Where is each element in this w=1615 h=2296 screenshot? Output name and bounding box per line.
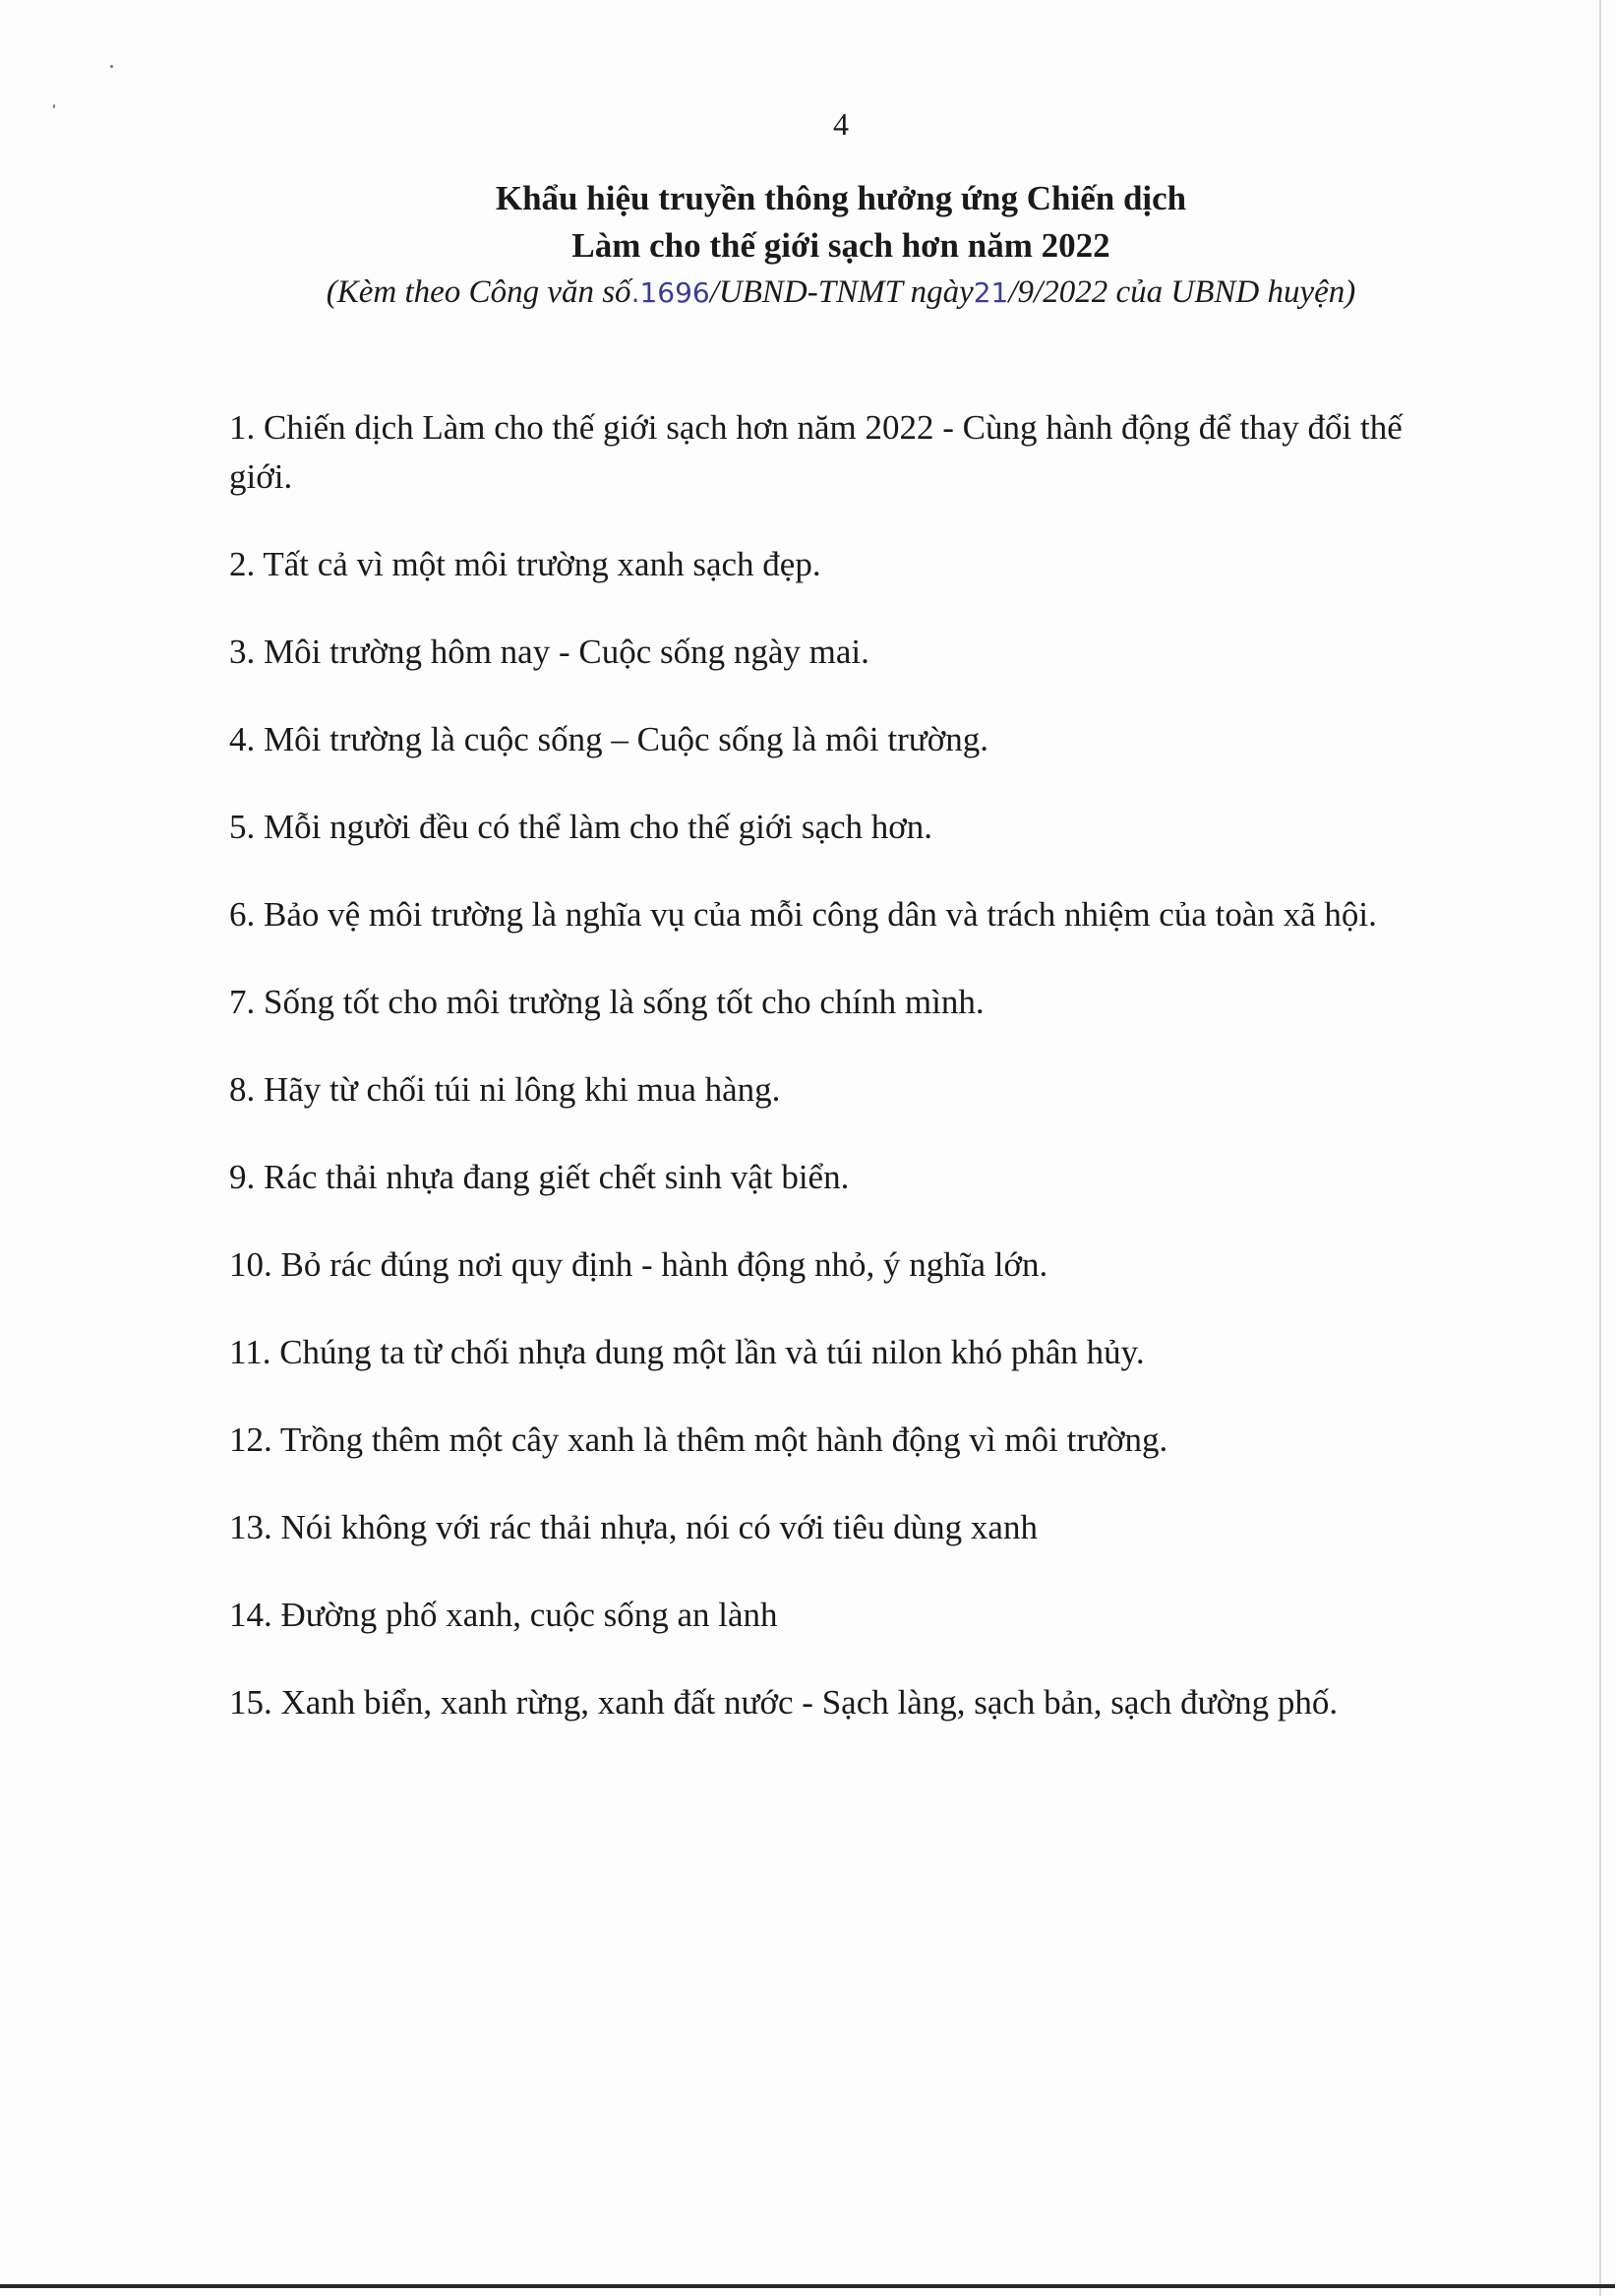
slogan-item: 4. Môi trường là cuộc sống – Cuộc sống là môi trường. bbox=[229, 720, 988, 758]
scan-edge-bottom bbox=[0, 2284, 1615, 2288]
slogan-item: 3. Môi trường hôm nay - Cuộc sống ngày mai. bbox=[229, 633, 869, 671]
document-heading bbox=[0, 175, 1615, 316]
handwritten-day: 21 bbox=[973, 276, 1009, 309]
slogan-item: 8. Hãy từ chối túi ni lông khi mua hàng. bbox=[229, 1070, 781, 1109]
document-reference bbox=[0, 270, 1615, 316]
slogan-item: 10. Bỏ rác đúng nơi quy định - hành động nhỏ, ý nghĩa lớn. bbox=[229, 1245, 1048, 1284]
slogan-item: 14. Đường phố xanh, cuộc sống an lành bbox=[229, 1596, 778, 1634]
slogan-list bbox=[229, 403, 1468, 1766]
slogan-item: 5. Mỗi người đều có thể làm cho thế giới sạch hơn. bbox=[229, 808, 933, 846]
reference-suffix: /9/2022 của UBND huyện) bbox=[1008, 274, 1356, 310]
slogan-item: 6. Bảo vệ môi trường là nghĩa vụ của mỗi công dân và trách nhiệm của toàn xã hội. bbox=[229, 895, 1377, 934]
slogan-item: 15. Xanh biển, xanh rừng, xanh đất nước - Sạch làng, sạch bản, sạch đường phố. bbox=[229, 1683, 1339, 1722]
handwritten-document-number: .1696 bbox=[630, 276, 710, 309]
slogan-item: 13. Nói không với rác thải nhựa, nói có với tiêu dùng xanh bbox=[229, 1508, 1038, 1546]
slogan-item: 11. Chúng ta từ chối nhựa dung một lần và túi nilon khó phân hủy. bbox=[229, 1333, 1145, 1371]
heading-title-line-1: Khẩu hiệu truyền thông hưởng ứng Chiến dịch bbox=[495, 179, 1187, 217]
slogan-item: 9. Rác thải nhựa đang giết chết sinh vật biển. bbox=[229, 1158, 850, 1196]
reference-prefix: (Kèm theo Công văn số bbox=[326, 274, 631, 310]
slogan-item: 2. Tất cả vì một môi trường xanh sạch đẹp. bbox=[229, 545, 821, 583]
heading-title-line-2: Làm cho thế giới sạch hơn năm 2022 bbox=[571, 226, 1110, 265]
reference-middle: /UBND-TNMT ngày bbox=[709, 274, 974, 310]
scan-speck bbox=[110, 65, 113, 68]
slogan-item: 12. Trồng thêm một cây xanh là thêm một hành động vì môi trường. bbox=[229, 1420, 1168, 1459]
slogan-item: 7. Sống tốt cho môi trường là sống tốt cho chính mình. bbox=[229, 983, 985, 1021]
slogan-item: 1. Chiến dịch Làm cho thế giới sạch hơn năm 2022 - Cùng hành động để thay đổi thế giới. bbox=[229, 408, 1403, 496]
scan-edge-right bbox=[1599, 0, 1601, 2296]
page-number: 4 bbox=[833, 106, 849, 142]
